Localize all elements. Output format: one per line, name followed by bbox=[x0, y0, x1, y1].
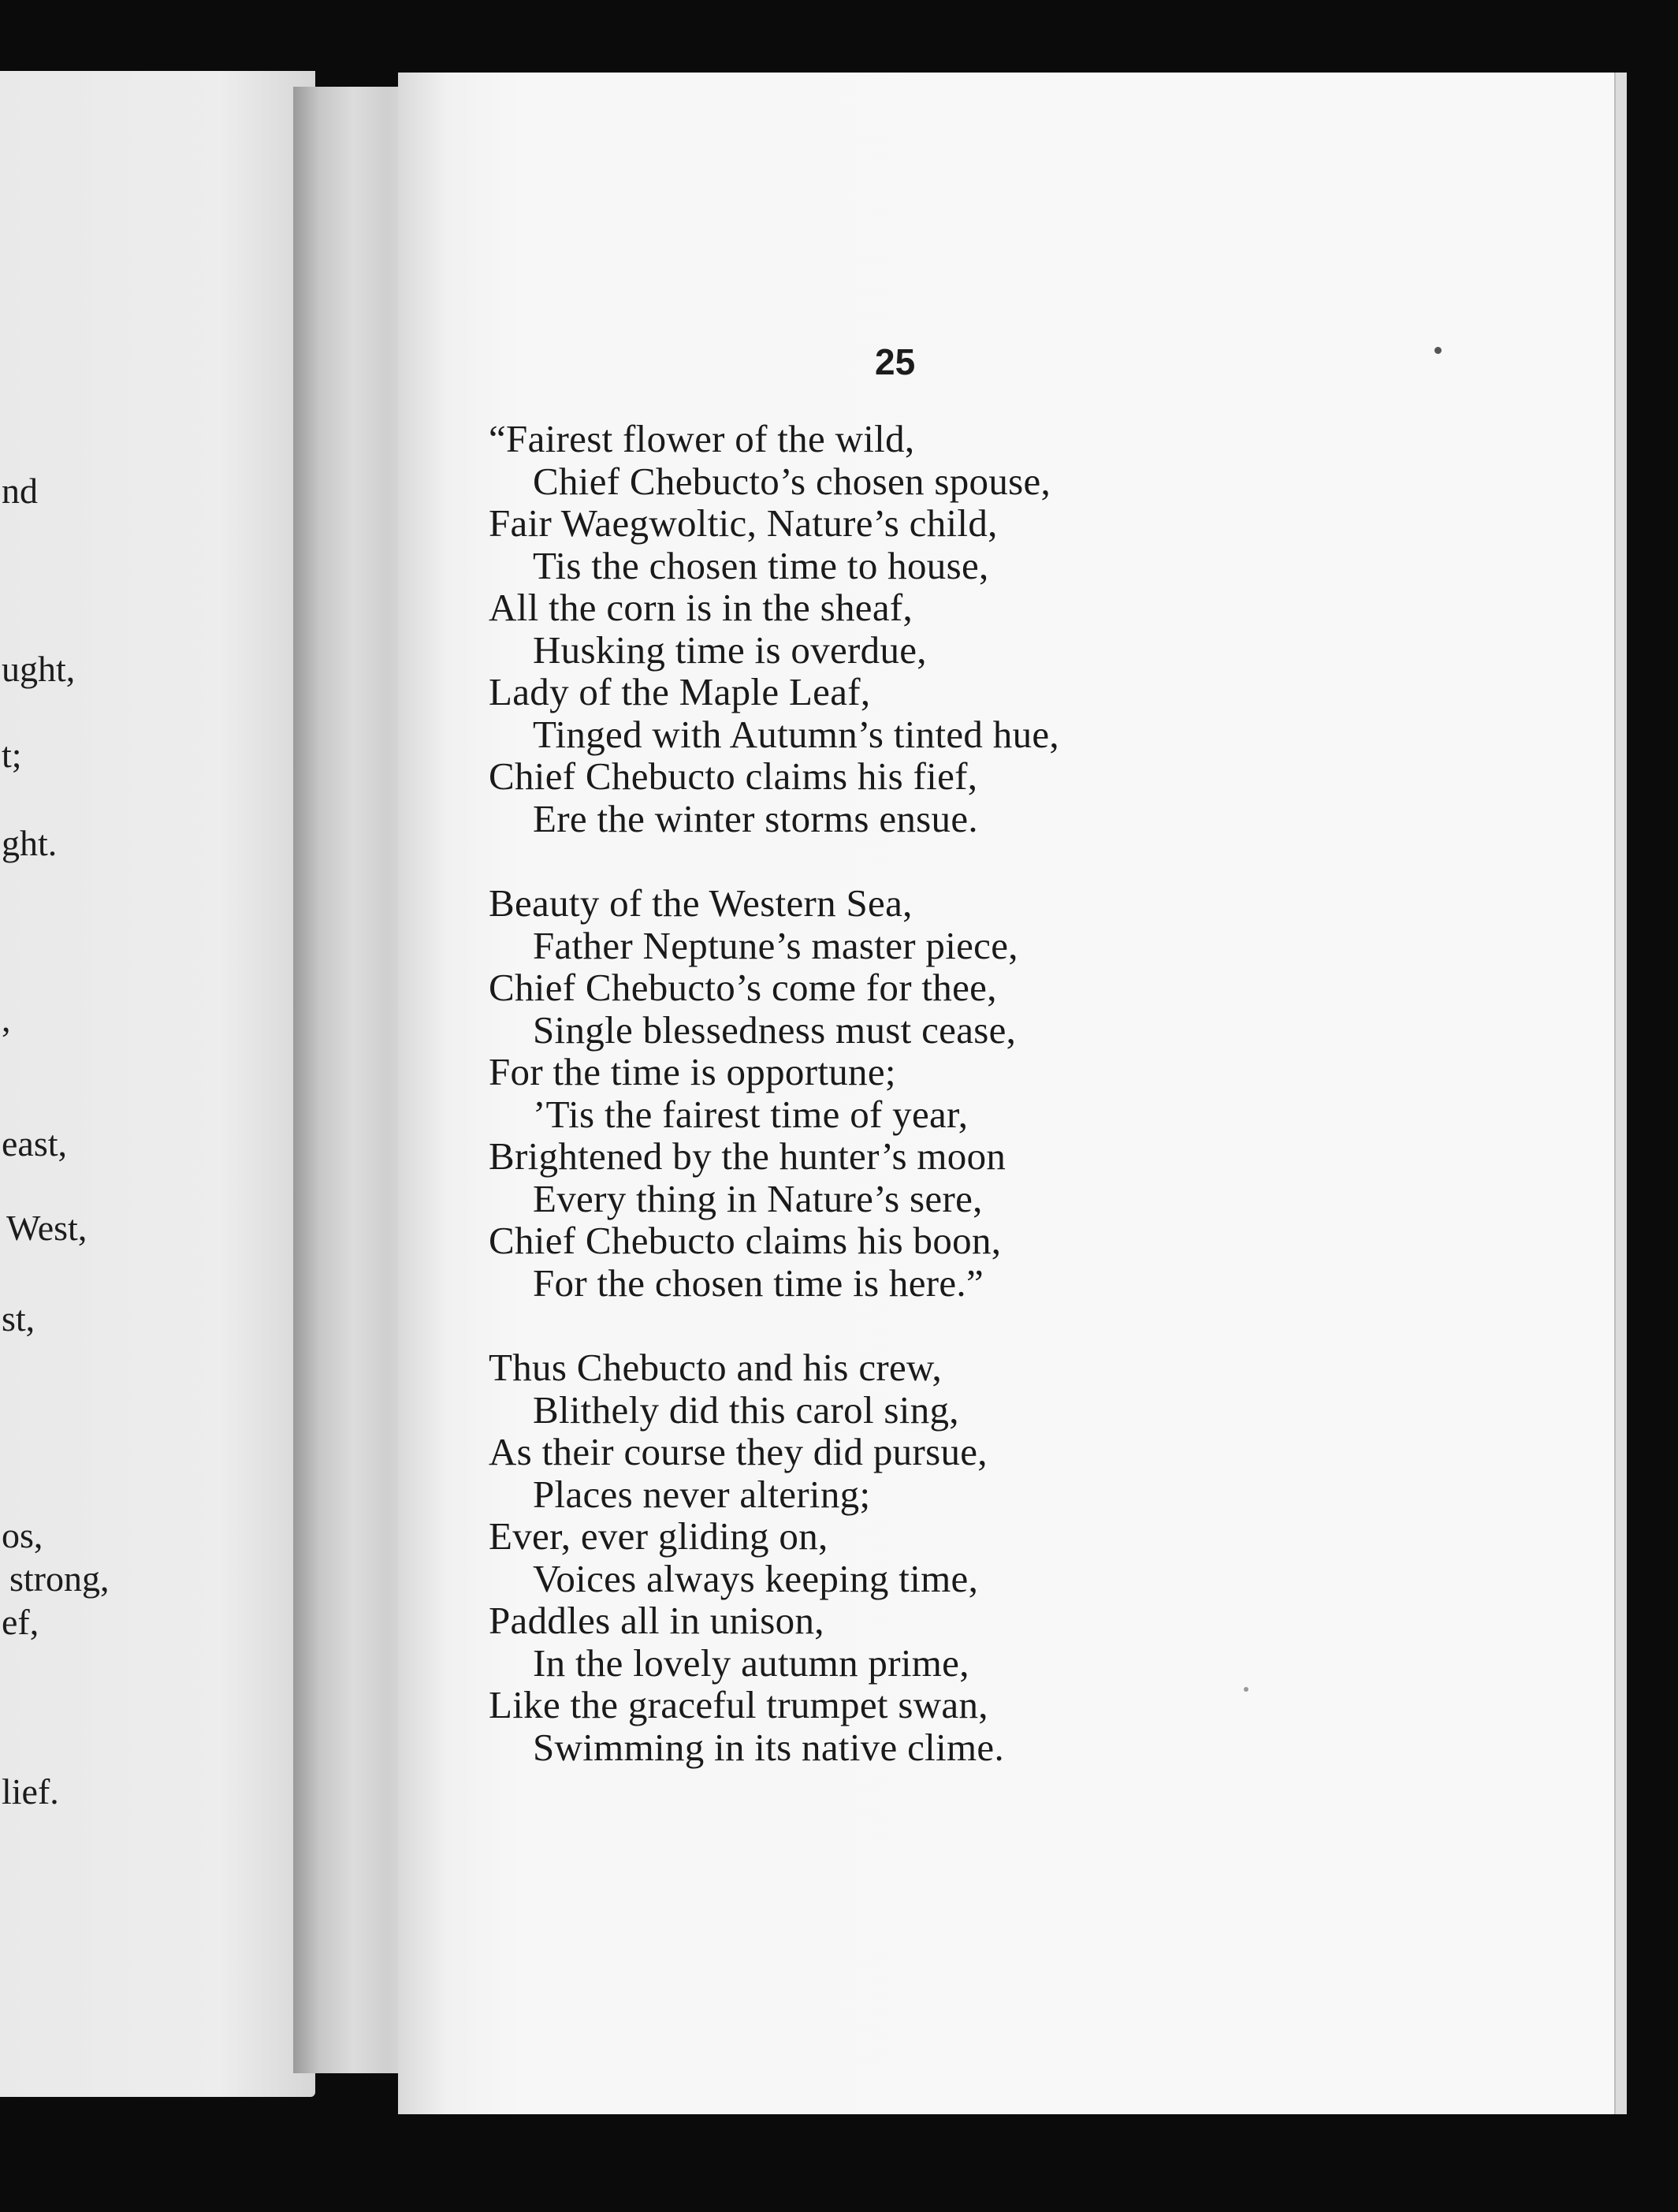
poem-line: For the chosen time is here.” bbox=[533, 1261, 984, 1305]
poem-line: Fair Waegwoltic, Nature’s child, bbox=[489, 501, 998, 545]
left-fragment: ght. bbox=[2, 823, 58, 863]
left-fragment: strong, bbox=[9, 1558, 110, 1599]
stanza bbox=[489, 882, 1277, 1304]
stanza bbox=[489, 418, 1277, 840]
poem-line: Beauty of the Western Sea, bbox=[489, 881, 913, 925]
poem-line: All the corn is in the sheaf, bbox=[489, 586, 913, 629]
page-edge bbox=[1614, 73, 1627, 2114]
poem-line: Husking time is overdue, bbox=[533, 627, 927, 672]
left-fragment: ught, bbox=[2, 649, 76, 689]
poem-line: Lady of the Maple Leaf, bbox=[489, 670, 871, 713]
poem-line: As their course they did pursue, bbox=[489, 1430, 988, 1473]
poem-line: Chief Chebucto’s come for thee, bbox=[489, 966, 997, 1009]
ink-speck bbox=[1434, 347, 1442, 354]
poem-line: Thus Chebucto and his crew, bbox=[489, 1346, 943, 1389]
poem-line: “Fairest flower of the wild, bbox=[489, 417, 915, 460]
poem-line: For the time is opportune; bbox=[489, 1050, 896, 1093]
left-fragment: t; bbox=[2, 735, 22, 775]
poem-line: Paddles all in unison, bbox=[489, 1599, 824, 1642]
poem-line: Ever, ever gliding on, bbox=[489, 1514, 828, 1558]
poem-line: ’Tis the fairest time of year, bbox=[533, 1092, 969, 1136]
poem-line: Ere the winter storms ensue. bbox=[533, 796, 978, 840]
poem-line: Tis the chosen time to house, bbox=[533, 543, 989, 587]
poem-line: Brightened by the hunter’s moon bbox=[489, 1134, 1006, 1178]
page-number: 25 bbox=[875, 341, 916, 382]
poem-line: Chief Chebucto claims his fief, bbox=[489, 754, 978, 798]
poem-line: Tinged with Autumn’s tinted hue, bbox=[533, 712, 1059, 756]
poem-line: In the lovely autumn prime, bbox=[533, 1640, 969, 1685]
poem bbox=[489, 418, 1277, 1811]
poem-line: Places never altering; bbox=[533, 1472, 871, 1516]
poem-line: Voices always keeping time, bbox=[533, 1556, 979, 1600]
poem-line: Chief Chebucto’s chosen spouse, bbox=[533, 459, 1051, 503]
stanza bbox=[489, 1346, 1277, 1768]
left-fragment: east, bbox=[2, 1123, 68, 1164]
poem-line: Single blessedness must cease, bbox=[533, 1007, 1017, 1052]
ink-speck bbox=[1244, 1687, 1248, 1692]
poem-line: Like the graceful trumpet swan, bbox=[489, 1683, 988, 1726]
left-fragment: lief. bbox=[2, 1771, 59, 1812]
poem-line: Swimming in its native clime. bbox=[533, 1725, 1005, 1769]
poem-line: Blithely did this carol sing, bbox=[533, 1387, 959, 1432]
left-fragment: West, bbox=[6, 1208, 87, 1248]
left-fragment: st, bbox=[2, 1298, 35, 1339]
poem-line: Every thing in Nature’s sere, bbox=[533, 1176, 983, 1220]
left-fragment: os, bbox=[2, 1515, 43, 1555]
left-fragment: ef, bbox=[2, 1602, 39, 1642]
left-fragment: nd bbox=[2, 471, 38, 511]
poem-line: Chief Chebucto claims his boon, bbox=[489, 1219, 1002, 1262]
left-fragment: , bbox=[2, 999, 11, 1039]
poem-line: Father Neptune’s master piece, bbox=[533, 923, 1018, 967]
